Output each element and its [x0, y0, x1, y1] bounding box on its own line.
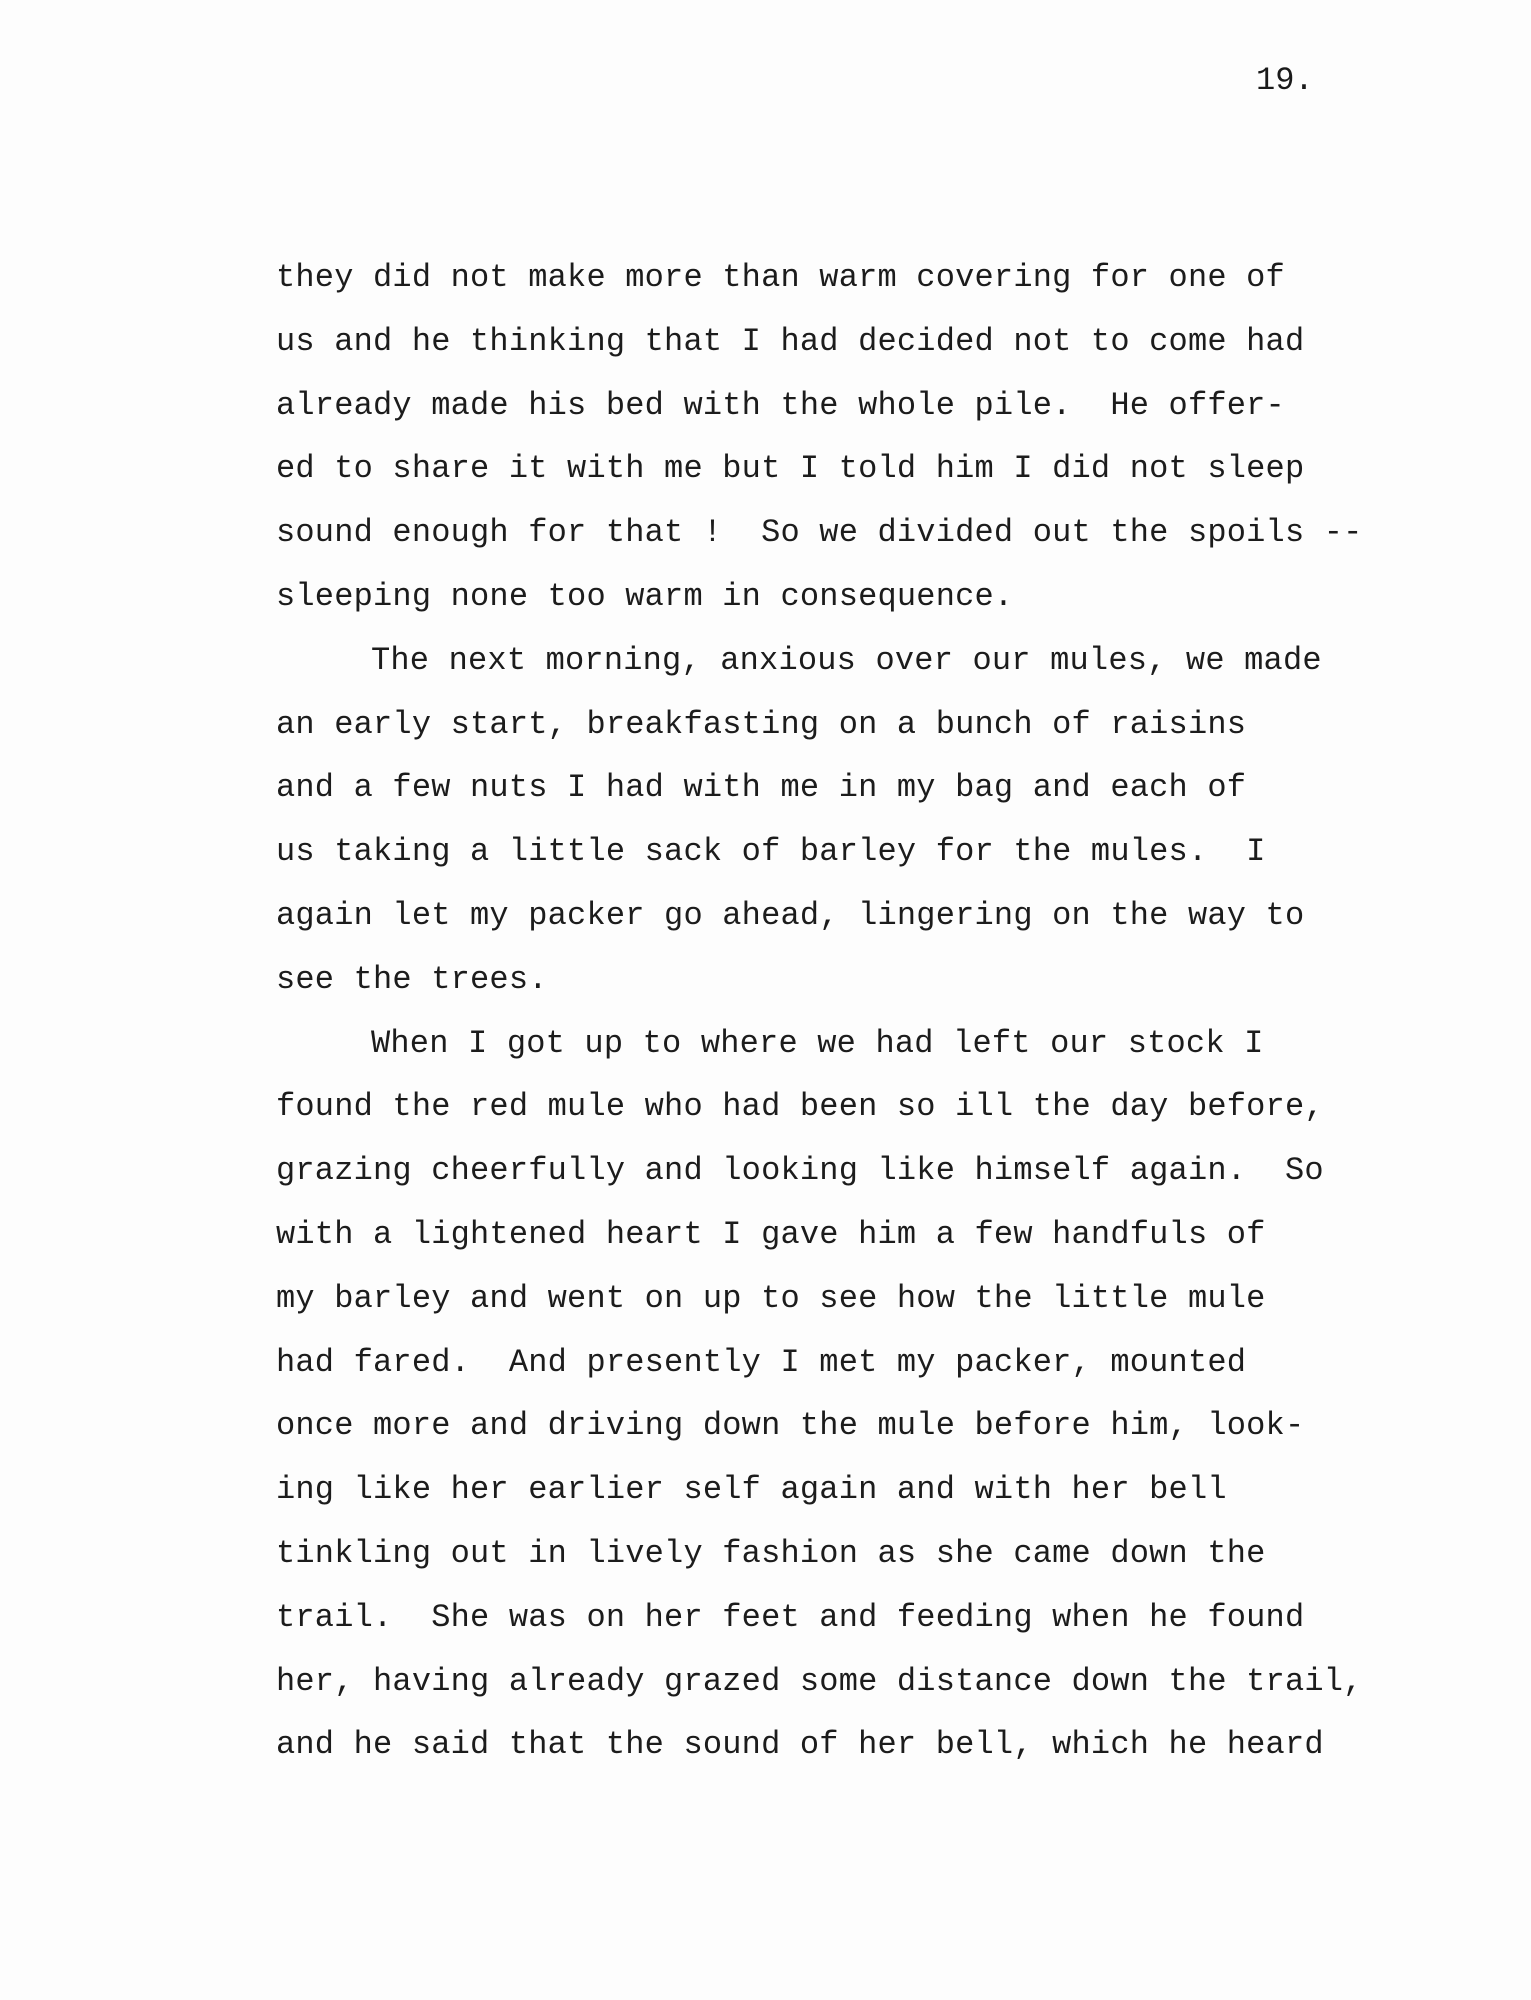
text-line: once more and driving down the mule before him, look-: [276, 1407, 1305, 1445]
text-line: my barley and went on up to see how the little mule: [276, 1279, 1266, 1317]
text-line: grazing cheerfully and looking like himself again. So: [276, 1152, 1324, 1190]
text-line: found the red mule who had been so ill the day before,: [276, 1088, 1324, 1126]
text-line: they did not make more than warm covering for one of: [276, 259, 1285, 296]
page-number: 19.: [1256, 62, 1314, 99]
text-line: an early start, breakfasting on a bunch of raisins: [276, 705, 1247, 743]
text-line: The next morning, anxious over our mules, we made: [371, 641, 1322, 679]
text-line: us taking a little sack of barley for the mules. I: [276, 833, 1266, 871]
text-line: and a few nuts I had with me in my bag and each of: [276, 769, 1247, 807]
text-line: When I got up to where we had left our stock I: [371, 1024, 1264, 1062]
text-line: tinkling out in lively fashion as she came down the: [276, 1535, 1266, 1572]
text-line: sleeping none too warm in consequence.: [276, 578, 1014, 615]
text-line: sound enough for that ! So we divided out the spoils --: [276, 514, 1363, 552]
text-line: and he said that the sound of her bell, which he heard: [276, 1726, 1324, 1764]
text-line: with a lightened heart I gave him a few handfuls of: [276, 1216, 1266, 1253]
text-line: us and he thinking that I had decided not to come had: [276, 322, 1305, 360]
text-line: again let my packer go ahead, lingering on the way to: [276, 897, 1305, 934]
text-line: ing like her earlier self again and with her bell: [276, 1471, 1227, 1509]
text-line: already made his bed with the whole pile. He offer-: [276, 386, 1285, 424]
text-line: had fared. And presently I met my packer, mounted: [276, 1343, 1247, 1381]
text-line: ed to share it with me but I told him I did not sleep: [276, 450, 1305, 488]
text-line: her, having already grazed some distance down the trail,: [276, 1662, 1363, 1700]
text-line: trail. She was on her feet and feeding when he found: [276, 1598, 1305, 1636]
text-line: see the trees.: [276, 960, 548, 998]
